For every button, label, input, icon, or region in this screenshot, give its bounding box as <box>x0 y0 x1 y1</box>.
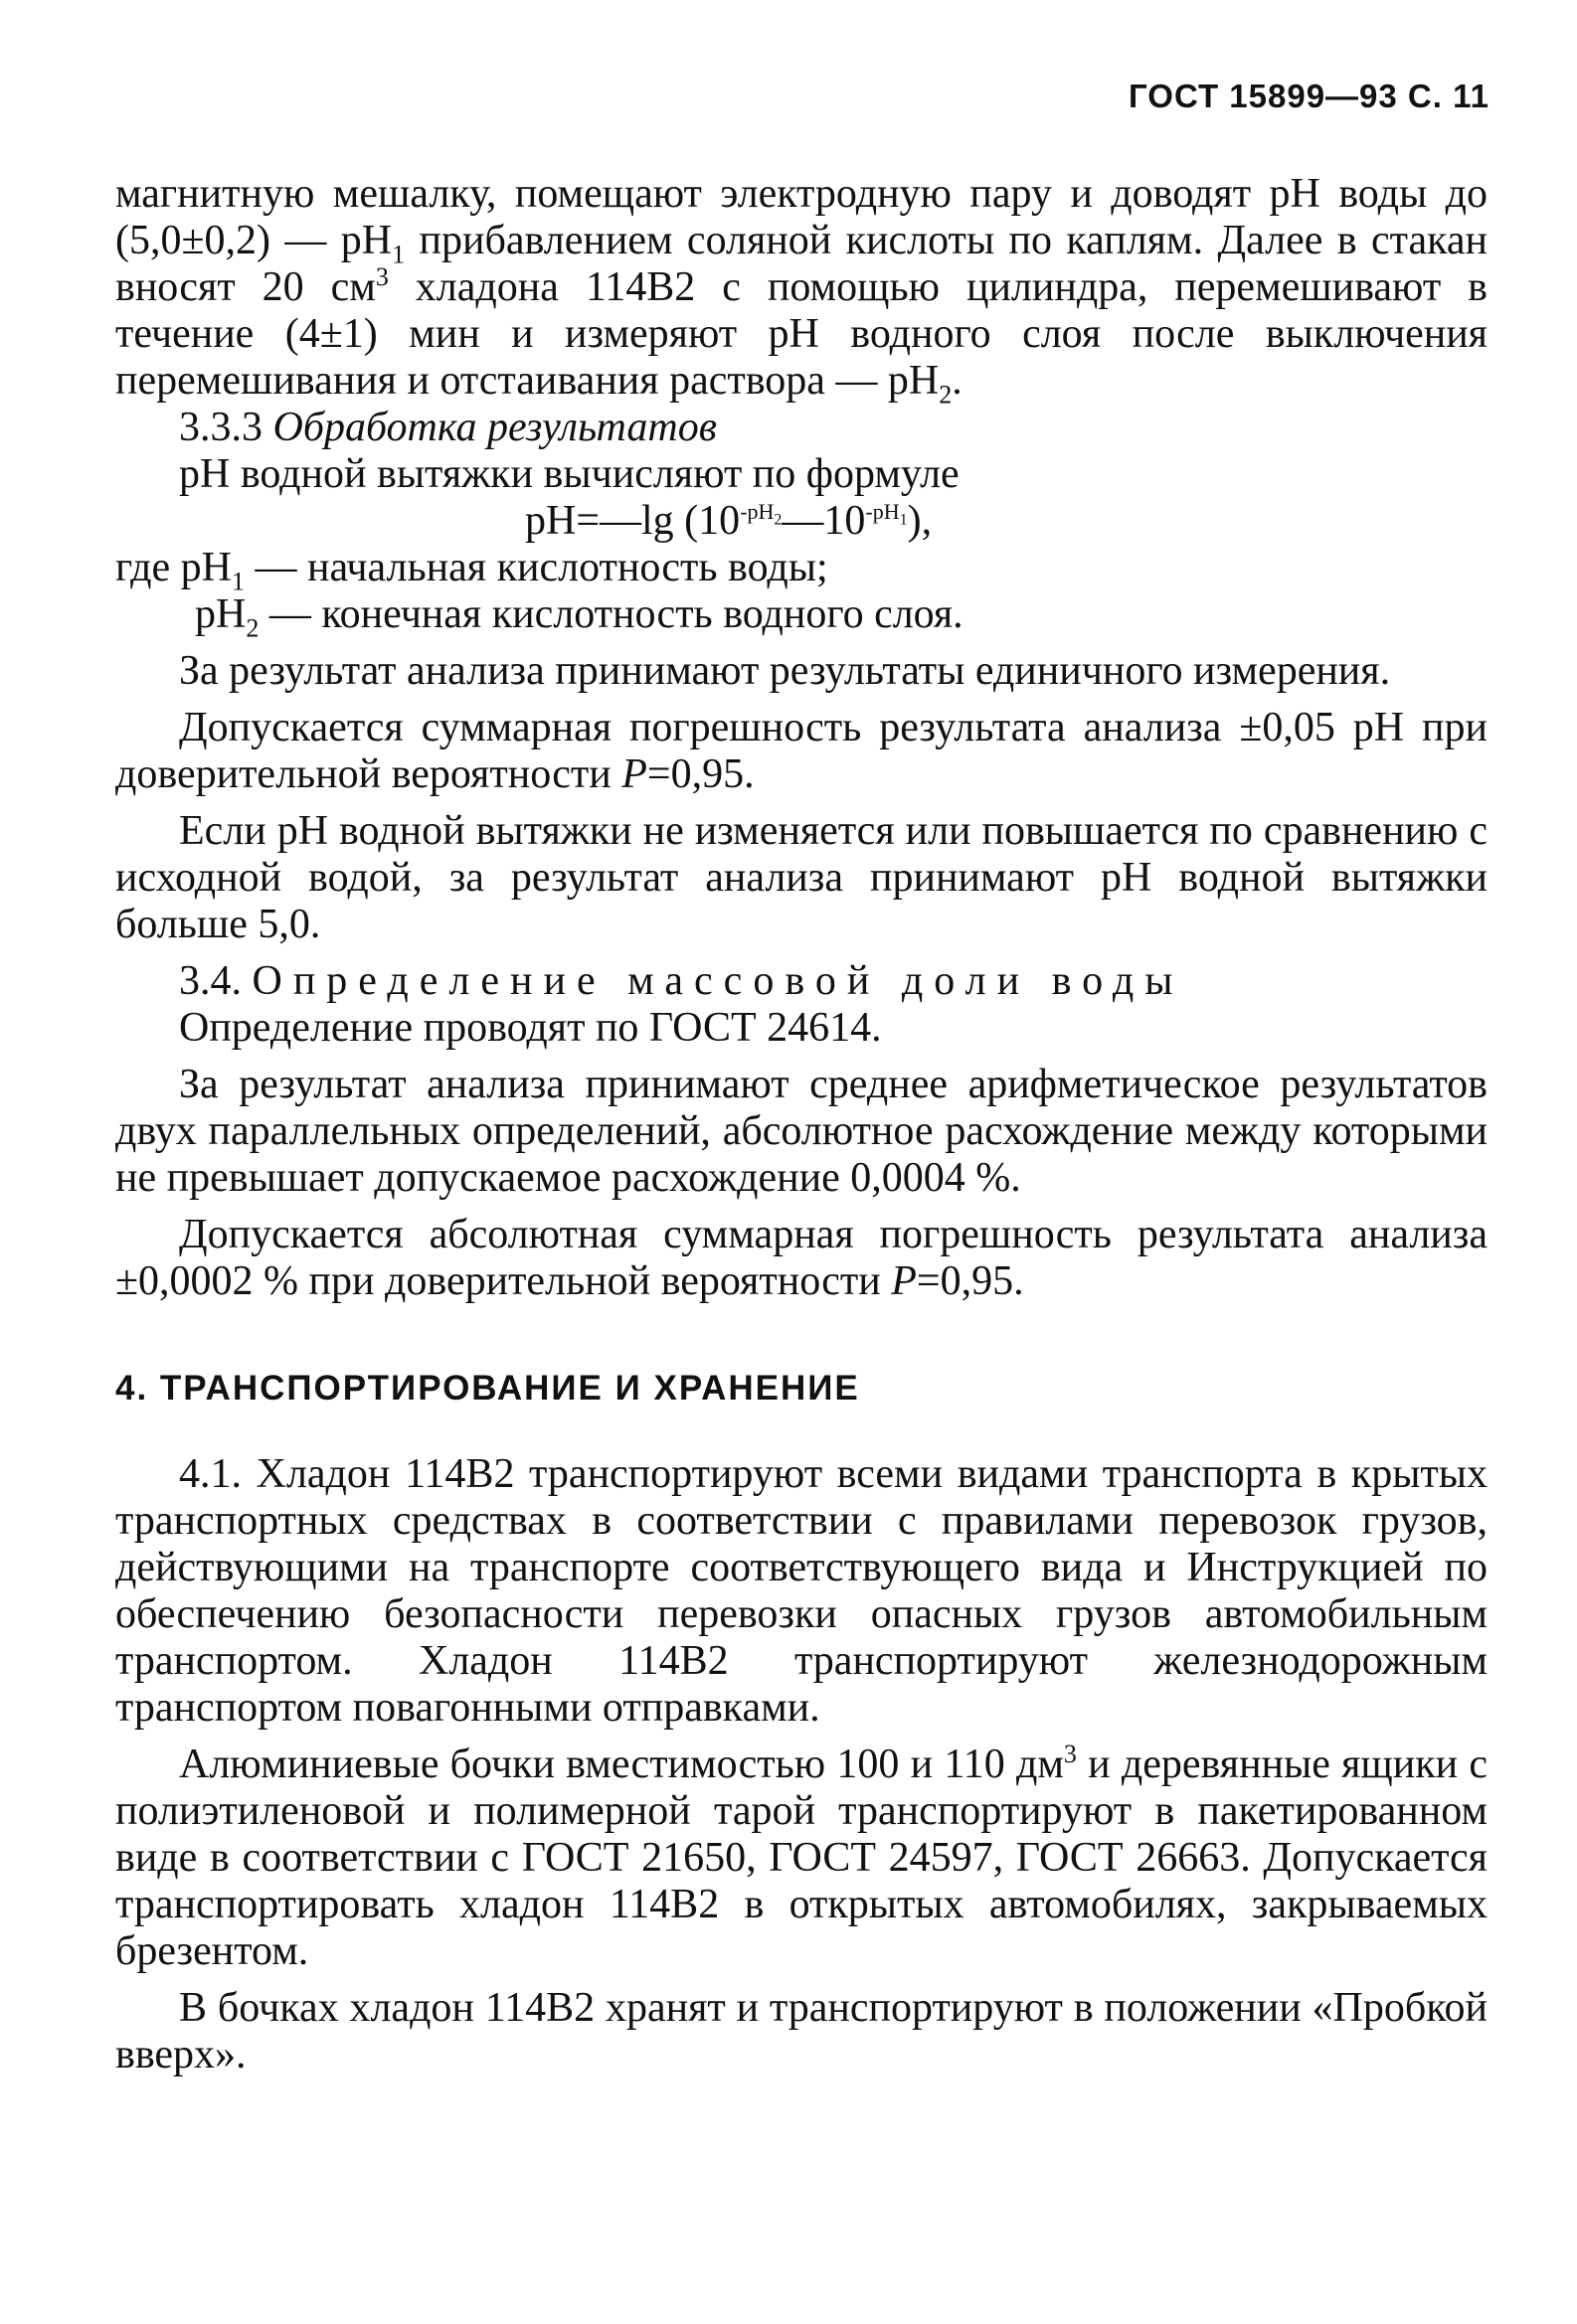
text-run: — начальная кислотность воды; <box>244 545 828 590</box>
subsection-number: 3.3.3 <box>179 405 273 450</box>
definition-ph2 <box>115 591 1488 643</box>
text-run: и деревянные ящики с полиэтиленовой и полимерной тарой транспортируют в пакетированном виде в соответствии с ГОСТ 21650, ГОСТ 24597, ГОСТ 26663. Допускается транспортировать хладон 114В2 в открытых автомобилях, закрываемых брезентом. <box>115 1742 1488 1974</box>
text-run: хладона 114В2 с помощью цилиндра, перемешивают в течение (4±1) мин и измеряют pH водного слоя после выключения перемешивания и отстаивания раствора — pH <box>115 264 1488 404</box>
paragraph-packaging <box>115 1742 1488 1975</box>
text-run: Допускается абсолютная суммарная погрешность результата анализа ±0,0002 % при доверительной вероятности <box>115 1212 1488 1304</box>
text-run: — конечная кислотность водного слоя. <box>259 591 964 637</box>
section-title: Определение массовой доли воды <box>252 958 1184 1004</box>
paragraph-error-water <box>115 1212 1488 1305</box>
subscript: 2 <box>246 613 260 643</box>
formula-exponent <box>740 499 783 529</box>
formula-part: ), <box>907 498 933 544</box>
formula <box>115 498 1488 545</box>
text-run: где pH <box>115 545 232 590</box>
section-4-title: 4. ТРАНСПОРТИРОВАНИЕ И ХРАНЕНИЕ <box>115 1369 860 1408</box>
paragraph-storage: В бочках хладон 114В2 хранят и транспортируют в положении «Пробкой вверх». <box>115 1985 1488 2077</box>
variable-p: P <box>891 1258 917 1304</box>
paragraph-result-average: За результат анализа принимают среднее арифметическое результатов двух параллельных определений, абсолютное расхождение между которыми не превышает допускаемое расхождение 0,0004 %. <box>115 1062 1488 1201</box>
paragraph-definition-gost: Определение проводят по ГОСТ 24614. <box>179 1005 882 1051</box>
exponent-text: -pH <box>865 499 900 524</box>
page-header: ГОСТ 15899—93 С. 11 <box>1129 78 1489 114</box>
exponent-subscript: 1 <box>899 511 908 529</box>
text-run: магнитную мешалку, помещают электродную пару и доводят pH воды до (5,0±0,2) — pH <box>115 171 1488 263</box>
subscript: 2 <box>939 380 953 410</box>
exponent-subscript: 2 <box>774 511 783 529</box>
text-run: Допускается суммарная погрешность результата анализа ±0,05 pH при доверительной вероятности <box>115 705 1488 797</box>
formula-intro: pH водной вытяжки вычисляют по формуле <box>179 451 960 497</box>
paragraph-result-single: За результат анализа принимают результаты единичного измерения. <box>179 648 1391 694</box>
paragraph-4-1: 4.1. Хладон 114В2 транспортируют всеми видами транспорта в крытых транспортных средствах в соответствии с правилами перевозок грузов, действующими на транспорте соответствующего вида и Инструкцией по обеспечению безопасности перевозки опасных грузов автомобильным транспортом. Хладон 114В2 транспортируют железнодорожным транспортом повагонными отправками. <box>115 1451 1488 1731</box>
subsection-3-3-3-heading <box>115 405 1488 451</box>
section-3-4-heading <box>115 958 1488 1005</box>
paragraph-ph-procedure <box>115 171 1489 410</box>
subscript: 1 <box>392 240 406 269</box>
variable-p: P <box>621 751 647 797</box>
text-run: . <box>952 358 963 404</box>
text-run: =0,95. <box>916 1258 1024 1304</box>
text-run: =0,95. <box>646 751 755 797</box>
subsection-title: Обработка результатов <box>272 405 717 450</box>
paragraph-if-ph: Если pH водной вытяжки не изменяется или повышается по сравнению с исходной водой, за результат анализа принимают pH водной вытяжки больше 5,0. <box>115 808 1488 947</box>
formula-part: pH=—lg (10 <box>525 498 741 544</box>
superscript: 3 <box>1063 1740 1077 1768</box>
text-run: Алюминиевые бочки вместимостью 100 и 110 дм <box>179 1742 1064 1787</box>
paragraph-error-ph <box>115 705 1488 798</box>
text-run: pH <box>195 591 247 637</box>
text-run: прибавлением соляной кислоты по каплям. Далее в стакан вносят 20 см <box>115 218 1489 310</box>
superscript: 3 <box>375 262 389 291</box>
section-number: 3.4. <box>179 958 253 1004</box>
formula-exponent <box>865 499 908 529</box>
definition-ph1 <box>115 545 1488 596</box>
exponent-text: -pH <box>740 499 775 524</box>
subscript: 1 <box>231 567 245 596</box>
formula-part: —10 <box>782 498 866 544</box>
document-body <box>115 171 1488 2078</box>
